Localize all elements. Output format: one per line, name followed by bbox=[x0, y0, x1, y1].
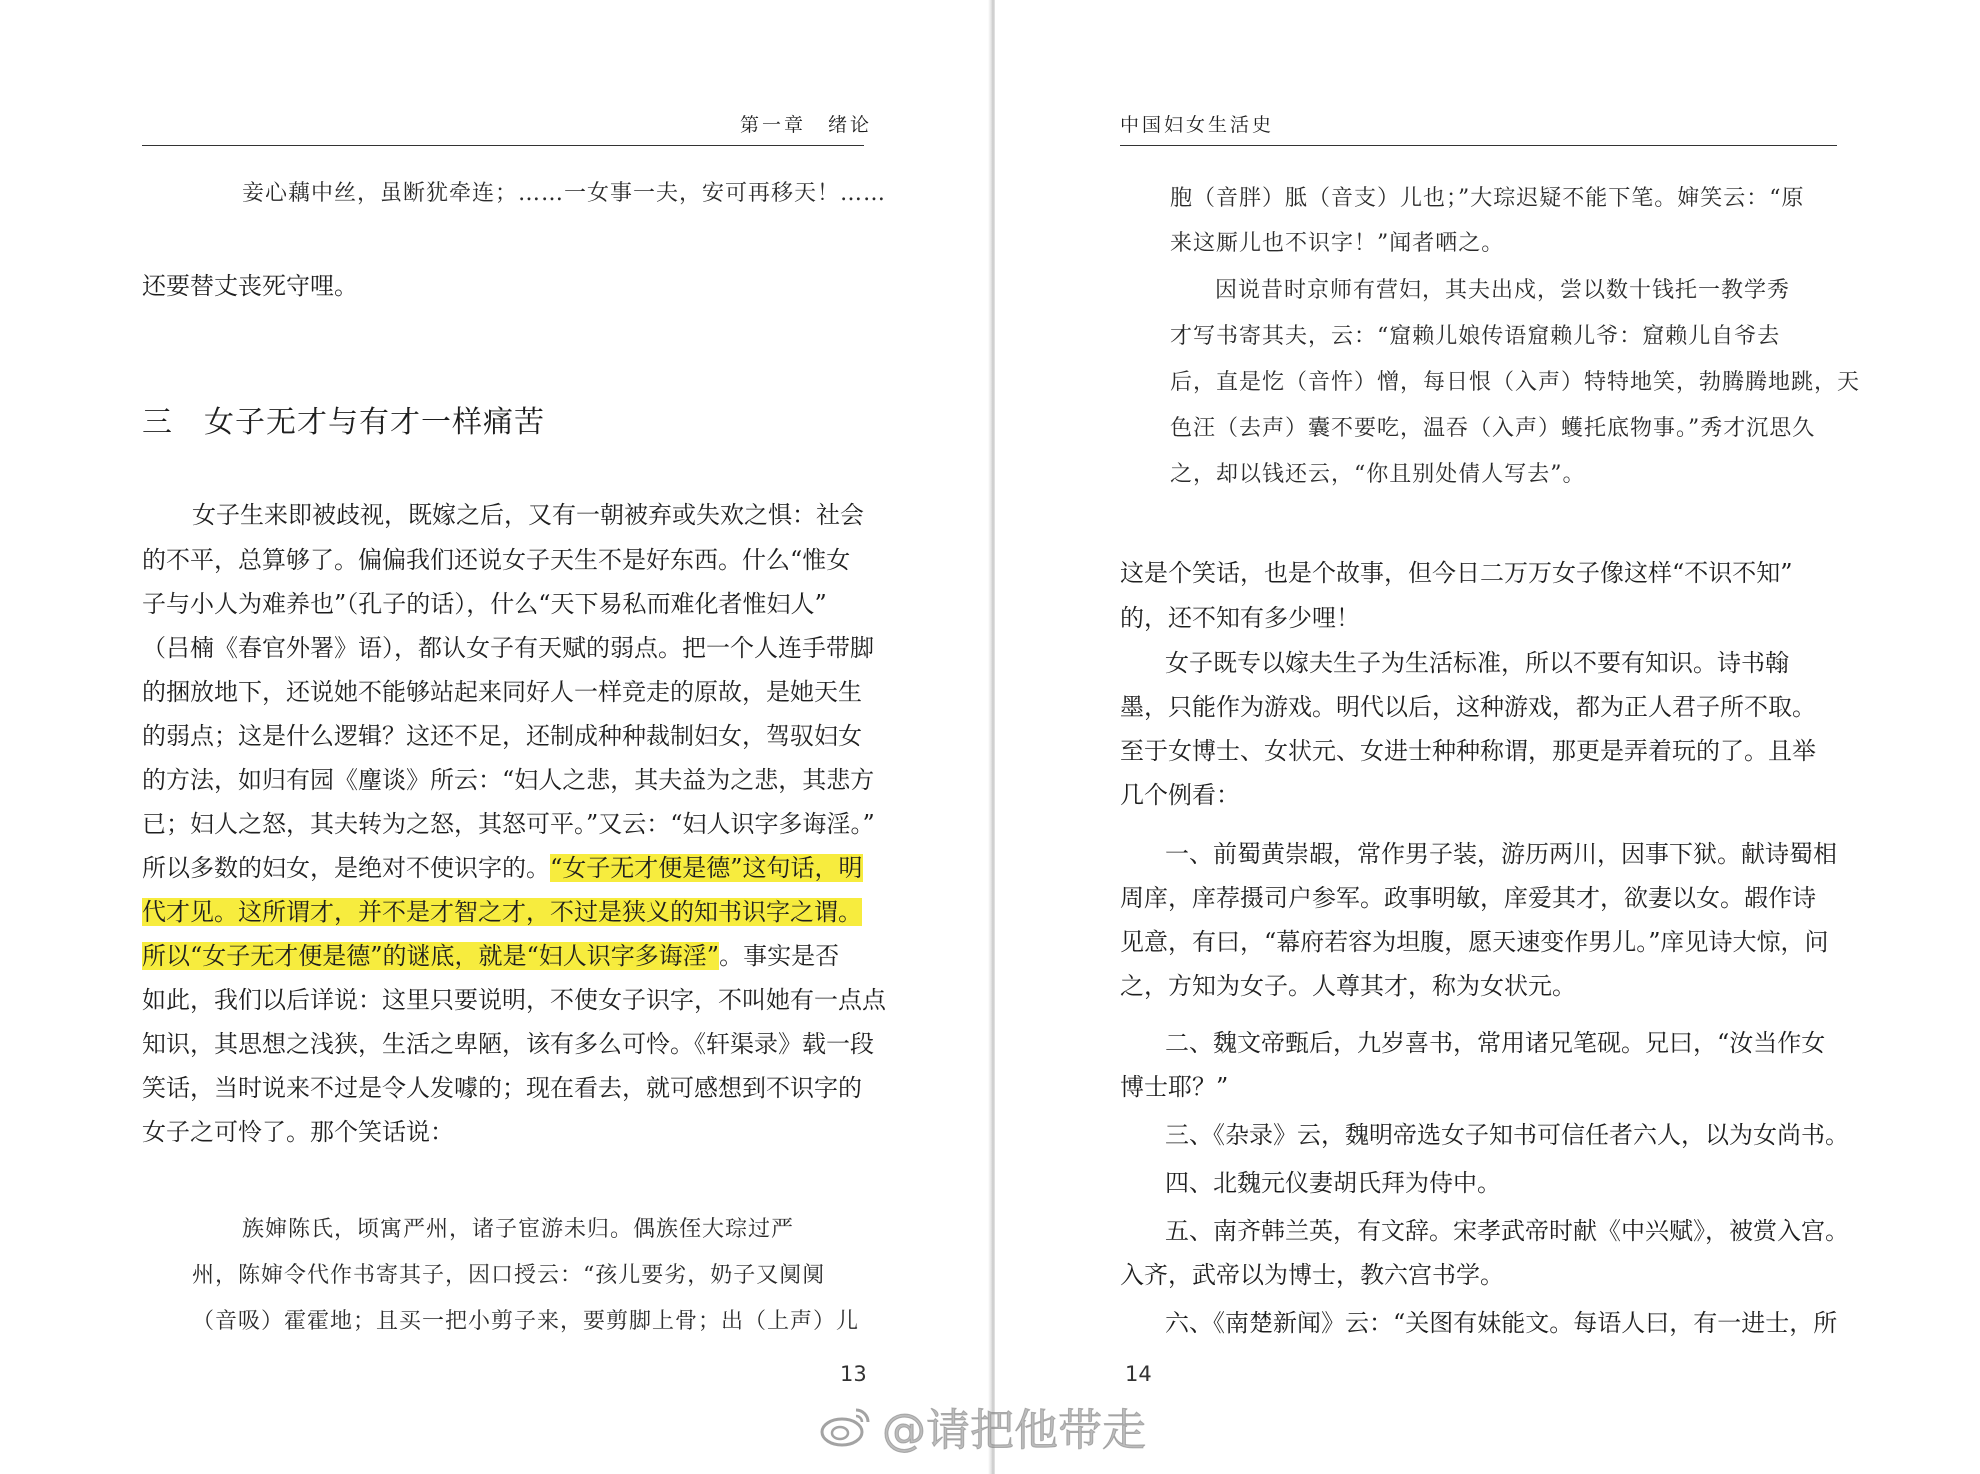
header-rule bbox=[142, 145, 864, 146]
quote-line: （音吸）霍霍地；且买一把小剪子来，要剪脚上骨；出（上声）儿 bbox=[192, 1309, 860, 1334]
body-text: 。事实是否 bbox=[719, 942, 840, 970]
body-line bbox=[142, 897, 862, 927]
highlighted-text: 代才见。这所谓才，并不是才智之才，不过是狭义的知书识字之谓。 bbox=[142, 898, 862, 926]
body-line: 如此，我们以后详说：这里只要说明，不使女子识字，不叫她有一点点 bbox=[142, 986, 886, 1014]
quote-line: 后，直是忔（音忤）憎，每日恨（入声）特特地笑，勃腾腾地跳，天 bbox=[1170, 370, 1861, 395]
page-number: 13 bbox=[840, 1362, 867, 1386]
quote-line: 才写书寄其夫，云：“窟赖儿娘传语窟赖儿爷：窟赖儿自爷去 bbox=[1170, 324, 1781, 349]
header-rule bbox=[1120, 145, 1837, 146]
highlighted-text: “女子无才便是德”这句话，明 bbox=[550, 854, 863, 882]
highlighted-text: 所以“女子无才便是德”的谜底，就是“妇人识字多诲淫” bbox=[142, 942, 720, 970]
body-line: 子与小人为难养也”（孔子的话），什么“天下易私而难化者惟妇人” bbox=[142, 590, 827, 618]
quote-line: 州，陈婶令代作书寄其子，因口授云：“孩儿要劣，奶子又阒阒 bbox=[192, 1263, 826, 1288]
body-line: 五、南齐韩兰英，有文辞。宋孝武帝时献《中兴赋》，被赏入宫。 bbox=[1165, 1217, 1849, 1245]
body-line: 还要替丈丧死守哩。 bbox=[142, 272, 358, 300]
running-head: 中国妇女生活史 bbox=[1120, 114, 1275, 136]
body-line: 见意，有曰，“幕府若容为坦腹，愿天速变作男儿。”庠见诗大惊，问 bbox=[1120, 928, 1829, 956]
quote-line: 妾心藕中丝，虽断犹牵连；……一女事一夫，安可再移天！…… bbox=[242, 181, 887, 206]
body-line: 四、北魏元仪妻胡氏拜为侍中。 bbox=[1165, 1169, 1501, 1197]
body-line: 几个例看： bbox=[1120, 781, 1240, 809]
quote-line: 来这厮儿也不识字！”闻者哂之。 bbox=[1170, 231, 1505, 256]
body-line: 二、魏文帝甄后，九岁喜书，常用诸兄笔砚。兄曰，“汝当作女 bbox=[1165, 1029, 1826, 1057]
body-line bbox=[142, 941, 839, 971]
body-line: 的捆放地下，还说她不能够站起来同好人一样竞走的原故，是她天生 bbox=[142, 678, 862, 706]
body-line: 至于女博士、女状元、女进士种种称谓，那更是弄着玩的了。且举 bbox=[1120, 737, 1816, 765]
body-line: 女子生来即被歧视，既嫁之后，又有一朝被弃或失欢之惧：社会 bbox=[192, 501, 864, 529]
body-line: 的方法，如归有园《麈谈》所云：“妇人之悲，其夫益为之悲，其悲方 bbox=[142, 766, 875, 794]
running-head: 第一章 绪论 bbox=[740, 114, 873, 136]
quote-line: 色汪（去声）囊不要吃，温吞（入声）蠖托底物事。”秀才沉思久 bbox=[1170, 416, 1816, 441]
body-line: （吕楠《春官外署》语），都认女子有天赋的弱点。把一个人连手带脚 bbox=[142, 634, 874, 662]
body-line: 墨，只能作为游戏。明代以后，这种游戏，都为正人君子所不取。 bbox=[1120, 693, 1816, 721]
body-line: 已；妇人之怒，其夫转为之怒，其怒可平。”又云：“妇人识字多诲淫。” bbox=[142, 810, 875, 838]
body-line: 这是个笑话，也是个故事，但今日二万万女子像这样“不识不知” bbox=[1120, 559, 1793, 587]
body-line: 入齐，武帝以为博士，教六宫书学。 bbox=[1120, 1261, 1504, 1289]
body-line: 的不平，总算够了。偏偏我们还说女子天生不是好东西。什么“惟女 bbox=[142, 546, 851, 574]
watermark bbox=[820, 1398, 1146, 1454]
body-line: 周庠，庠荐摄司户参军。政事明敏，庠爱其才，欲妻以女。嘏作诗 bbox=[1120, 884, 1816, 912]
page-number: 14 bbox=[1125, 1362, 1152, 1386]
right-page bbox=[995, 0, 1980, 1474]
body-line: 的弱点；这是什么逻辑？这还不足，还制成种种裁制妇女，驾驭妇女 bbox=[142, 722, 862, 750]
body-line: 六、《南楚新闻》云：“关图有妹能文。每语人曰，有一进士，所 bbox=[1165, 1309, 1838, 1337]
body-line: 之，方知为女子。人尊其才，称为女状元。 bbox=[1120, 972, 1576, 1000]
quote-line: 胞（音胖）胝（音支）儿也；”大琮迟疑不能下笔。婶笑云：“原 bbox=[1170, 186, 1805, 211]
quote-line: 因说昔时京师有营妇，其夫出戍，尝以数十钱托一教学秀 bbox=[1215, 278, 1791, 303]
body-text: 所以多数的妇女，是绝对不使识字的。 bbox=[142, 854, 550, 882]
body-line: 三、《杂录》云，魏明帝选女子知书可信任者六人，以为女尚书。 bbox=[1165, 1121, 1849, 1149]
weibo-logo-icon bbox=[820, 1404, 872, 1448]
body-line: 女子之可怜了。那个笑话说： bbox=[142, 1118, 454, 1146]
body-line: 博士耶？” bbox=[1120, 1073, 1229, 1101]
watermark-text: @请把他带走 bbox=[882, 1405, 1146, 1456]
body-line: 知识，其思想之浅狭，生活之卑陋，该有多么可怜。《轩渠录》载一段 bbox=[142, 1030, 874, 1058]
section-heading: 三 女子无才与有才一样痛苦 bbox=[142, 405, 545, 440]
body-line bbox=[142, 853, 863, 883]
quote-line: 之，却以钱还云，“你且别处倩人写去”。 bbox=[1170, 462, 1586, 487]
body-line: 笑话，当时说来不过是令人发噱的；现在看去，就可感想到不识字的 bbox=[142, 1074, 862, 1102]
body-line: 一、前蜀黄崇嘏，常作男子装，游历两川，因事下狱。献诗蜀相 bbox=[1165, 840, 1837, 868]
body-line: 女子既专以嫁夫生子为生活标准，所以不要有知识。诗书翰 bbox=[1165, 649, 1789, 677]
body-line: 的，还不知有多少哩！ bbox=[1120, 604, 1360, 632]
quote-line: 族婶陈氏，顷寓严州，诸子宦游未归。偶族侄大琮过严 bbox=[242, 1217, 795, 1242]
